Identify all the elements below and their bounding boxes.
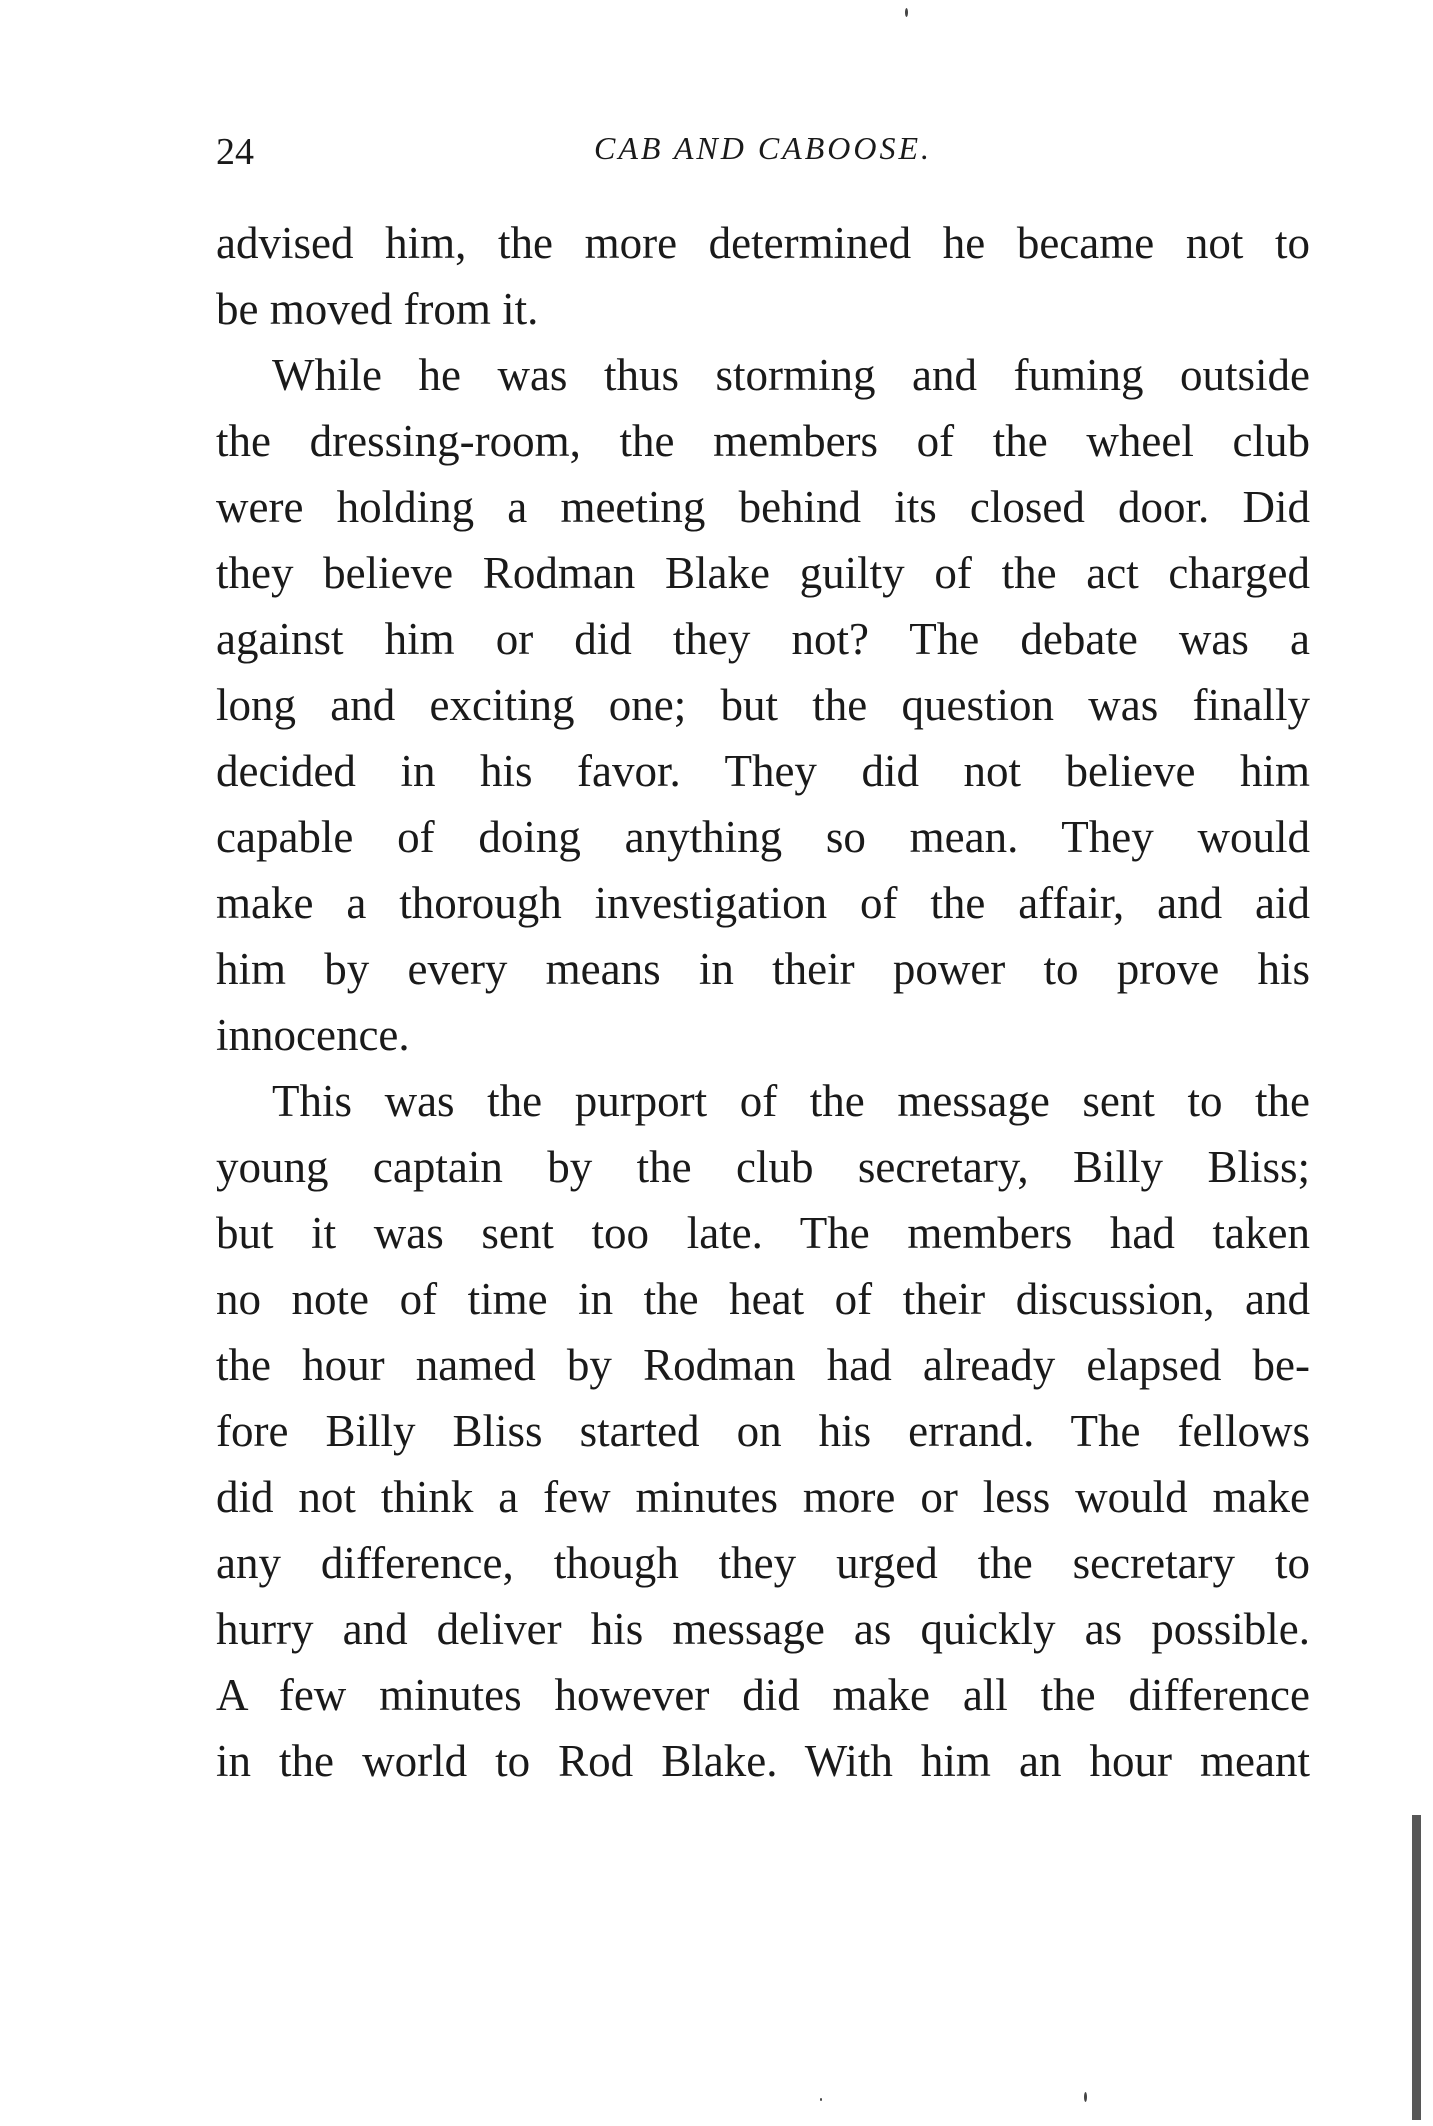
text-line: make a thorough investigation of the affair, and aid xyxy=(216,878,1310,928)
text-line: him by every means in their power to prove his xyxy=(216,944,1310,994)
text-line: be moved from it. xyxy=(216,284,539,334)
text-line: long and exciting one; but the question was finally xyxy=(216,680,1310,730)
text-line: A few minutes however did make all the difference xyxy=(216,1670,1310,1720)
text-line: no note of time in the heat of their discussion, and xyxy=(216,1274,1310,1324)
text-line: the hour named by Rodman had already elapsed be- xyxy=(216,1340,1310,1390)
text-line: young captain by the club secretary, Billy Bliss; xyxy=(216,1142,1310,1192)
text-line: were holding a meeting behind its closed door. Did xyxy=(216,482,1310,532)
scan-speck xyxy=(905,8,908,17)
text-line: they believe Rodman Blake guilty of the act charged xyxy=(216,548,1310,598)
text-line: any difference, though they urged the secretary to xyxy=(216,1538,1310,1588)
text-line: innocence. xyxy=(216,1010,410,1060)
text-line: decided in his favor. They did not believe him xyxy=(216,746,1310,796)
scan-edge-mark xyxy=(1412,1815,1421,2120)
text-line: in the world to Rod Blake. With him an hour meant xyxy=(216,1736,1310,1786)
scan-speck xyxy=(820,2098,822,2101)
running-title: CAB AND CABOOSE. xyxy=(593,130,933,166)
scan-speck xyxy=(1084,2092,1087,2102)
text-line: This was the purport of the message sent to the xyxy=(272,1076,1310,1126)
body-text xyxy=(216,210,1310,1794)
text-line: fore Billy Bliss started on his errand. The fellows xyxy=(216,1406,1310,1456)
text-line: capable of doing anything so mean. They would xyxy=(216,812,1310,862)
text-line: did not think a few minutes more or less would make xyxy=(216,1472,1310,1522)
page-number: 24 xyxy=(216,131,254,173)
text-line: the dressing-room, the members of the wheel club xyxy=(216,416,1310,466)
text-line: advised him, the more determined he became not to xyxy=(216,218,1310,268)
text-line: While he was thus storming and fuming outside xyxy=(272,350,1310,400)
running-head xyxy=(216,130,1310,180)
text-line: hurry and deliver his message as quickly as possible. xyxy=(216,1604,1310,1654)
text-line: against him or did they not? The debate was a xyxy=(216,614,1310,664)
text-line: but it was sent too late. The members had taken xyxy=(216,1208,1310,1258)
